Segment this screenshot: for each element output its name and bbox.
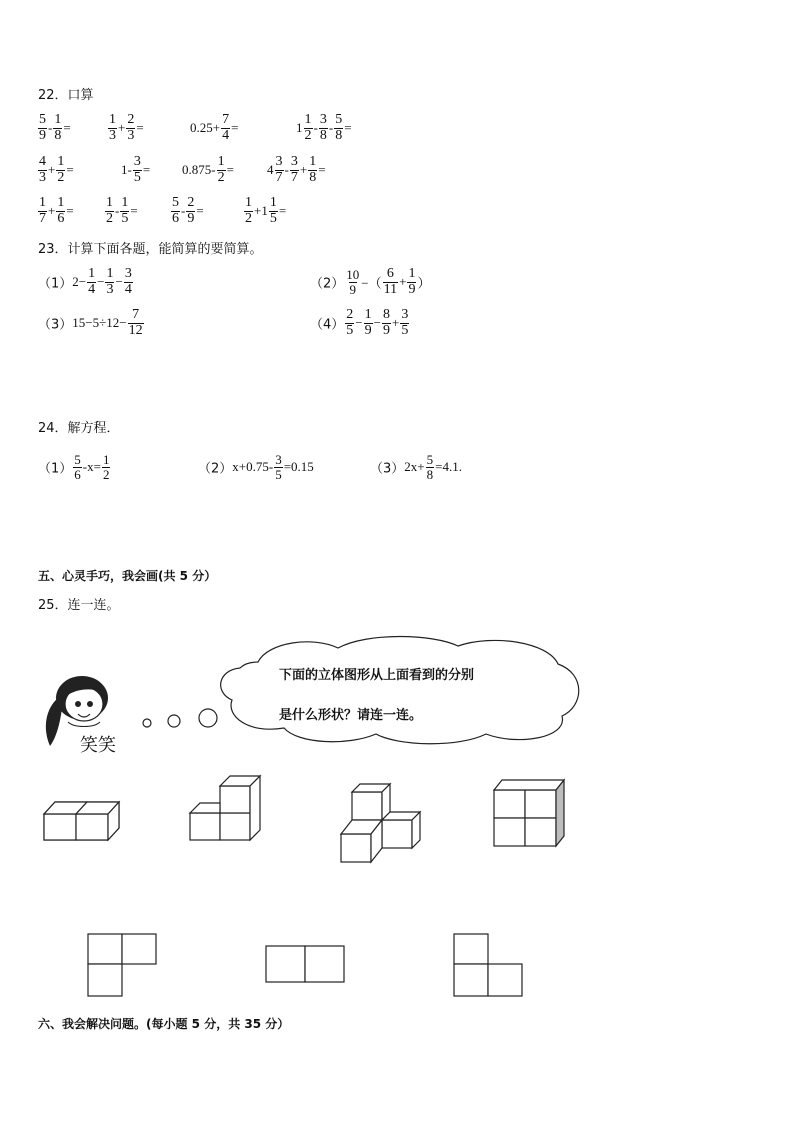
thought-cloud bbox=[218, 634, 584, 746]
fraction: $\frac{3}{5}$ bbox=[133, 154, 141, 185]
q24-p3: （3）2x+ $\frac{5}{8}$ =4.1. bbox=[370, 452, 462, 482]
q22-r3-e3: $\frac{5}{6}$ - $\frac{2}{9}$ = bbox=[172, 195, 204, 226]
solid-figure-3 bbox=[338, 780, 428, 866]
fraction: $\frac{1}{9}$ bbox=[408, 266, 416, 297]
fraction: $\frac{10}{9}$ bbox=[346, 267, 360, 297]
q22-r3-e2: $\frac{1}{2}$ - $\frac{1}{5}$ = bbox=[106, 195, 138, 226]
top-view-2 bbox=[264, 944, 348, 986]
q22-r2-e2: 1- $\frac{3}{5}$ = bbox=[121, 154, 151, 185]
solid-figure-4 bbox=[492, 778, 570, 848]
fraction: $\frac{5}{8}$ bbox=[426, 452, 434, 482]
fraction: $\frac{1}{7}$ bbox=[39, 195, 46, 226]
q22-r1-e2: $\frac{1}{3}$ + $\frac{2}{3}$ = bbox=[109, 112, 144, 143]
fraction: $\frac{5}{9}$ bbox=[39, 112, 46, 143]
q22-r2-e1: $\frac{4}{3}$ + $\frac{1}{2}$ = bbox=[39, 154, 74, 185]
fraction: $\frac{6}{11}$ bbox=[383, 266, 398, 297]
q23-p4: （4） $\frac{2}{5}$ − $\frac{1}{9}$ − $\frac{8}{9}$ + $\frac{3}{5}$ bbox=[310, 307, 409, 338]
q24-p2: （2）x+0.75- $\frac{3}{5}$ =0.15 bbox=[198, 452, 314, 482]
fraction: $\frac{3}{8}$ bbox=[319, 112, 327, 143]
fraction: $\frac{5}{8}$ bbox=[335, 112, 343, 143]
fraction: $\frac{1}{8}$ bbox=[54, 112, 62, 143]
q22-title: 22．口算 bbox=[38, 88, 94, 103]
fraction: $\frac{1}{5}$ bbox=[269, 195, 277, 226]
top-view-3 bbox=[452, 932, 526, 1000]
q22-r1-e1: $\frac{5}{9}$ - $\frac{1}{8}$ = bbox=[39, 112, 71, 143]
thought-dots bbox=[140, 706, 220, 736]
fraction: $\frac{7}{12}$ bbox=[128, 307, 143, 338]
fraction: $\frac{2}{3}$ bbox=[127, 112, 135, 143]
q22-r2-e3: 0.875- $\frac{1}{2}$ = bbox=[182, 154, 234, 185]
q22-r2-e4: 4 $\frac{3}{7}$ - $\frac{3}{7}$ + $\frac{1}{8}$ = bbox=[267, 154, 326, 185]
fraction: $\frac{8}{9}$ bbox=[382, 307, 390, 338]
fraction: $\frac{1}{6}$ bbox=[57, 195, 65, 226]
q22-r3-e4: $\frac{1}{2}$ +1 $\frac{1}{5}$ = bbox=[245, 195, 287, 226]
fraction: $\frac{1}{2}$ bbox=[217, 154, 225, 185]
fraction: $\frac{1}{3}$ bbox=[106, 266, 114, 297]
fraction: $\frac{3}{7}$ bbox=[290, 154, 298, 185]
q24-title: 24．解方程． bbox=[38, 421, 120, 436]
fraction: $\frac{3}{4}$ bbox=[124, 266, 132, 297]
thought-dot-small bbox=[143, 719, 151, 727]
q23-title: 23．计算下面各题，能简算的要简算。 bbox=[38, 242, 263, 257]
fraction: $\frac{1}{3}$ bbox=[109, 112, 116, 143]
fraction: $\frac{2}{5}$ bbox=[346, 307, 354, 338]
fraction: $\frac{1}{2}$ bbox=[245, 195, 252, 226]
q22-r1-e4: 1 $\frac{1}{2}$ - $\frac{3}{8}$ - $\frac{5}{8}$ = bbox=[296, 112, 352, 143]
fraction: $\frac{3}{5}$ bbox=[401, 307, 409, 338]
fraction: $\frac{1}{8}$ bbox=[309, 154, 317, 185]
solid-figure-1 bbox=[40, 786, 124, 844]
thought-dot-large bbox=[199, 709, 217, 727]
fraction: $\frac{2}{9}$ bbox=[187, 195, 195, 226]
top-view-1 bbox=[86, 932, 158, 1000]
bubble-line-2: 是什么形状？请连一连。 bbox=[279, 708, 423, 723]
section5-title: 五、心灵手巧，我会画(共 5 分） bbox=[38, 569, 217, 583]
q22-r3-e1: $\frac{1}{7}$ + $\frac{1}{6}$ = bbox=[39, 195, 74, 226]
q24-p1: （1） $\frac{5}{6}$ -x= $\frac{1}{2}$ bbox=[38, 452, 110, 482]
fraction: $\frac{3}{5}$ bbox=[275, 452, 282, 482]
fraction: $\frac{1}{2}$ bbox=[57, 154, 65, 185]
solid-figure-2 bbox=[188, 768, 264, 842]
thought-dot-medium bbox=[168, 715, 180, 727]
fraction: $\frac{1}{4}$ bbox=[88, 266, 96, 297]
fraction: $\frac{1}{2}$ bbox=[102, 452, 110, 482]
fraction: $\frac{1}{9}$ bbox=[364, 307, 372, 338]
fraction: $\frac{1}{5}$ bbox=[121, 195, 129, 226]
fraction: $\frac{7}{4}$ bbox=[222, 112, 230, 143]
section6-title: 六、我会解决问题。(每小题 5 分，共 35 分） bbox=[38, 1017, 290, 1031]
fraction: $\frac{5}{6}$ bbox=[172, 195, 179, 226]
fraction: $\frac{3}{7}$ bbox=[275, 154, 283, 185]
fraction: $\frac{5}{6}$ bbox=[74, 452, 81, 482]
q23-p2: （2） $\frac{10}{9}$ −（ $\frac{6}{11}$ + $\frac{1}{9}$ ） bbox=[310, 266, 431, 297]
fraction: $\frac{1}{2}$ bbox=[106, 195, 113, 226]
bubble-line-1: 下面的立体图形从上面看到的分别 bbox=[279, 668, 475, 683]
q22-r1-e3: 0.25+ $\frac{7}{4}$ = bbox=[190, 112, 239, 143]
fraction: $\frac{1}{2}$ bbox=[304, 112, 312, 143]
q25-title: 25．连一连。 bbox=[38, 598, 120, 613]
q23-p3: （3）15−5÷12− $\frac{7}{12}$ bbox=[38, 307, 143, 338]
q23-p1: （1）2− $\frac{1}{4}$ − $\frac{1}{3}$ − $\frac{3}{4}$ bbox=[38, 266, 132, 297]
character-name: 笑笑 bbox=[80, 735, 116, 756]
fraction: $\frac{4}{3}$ bbox=[39, 154, 46, 185]
